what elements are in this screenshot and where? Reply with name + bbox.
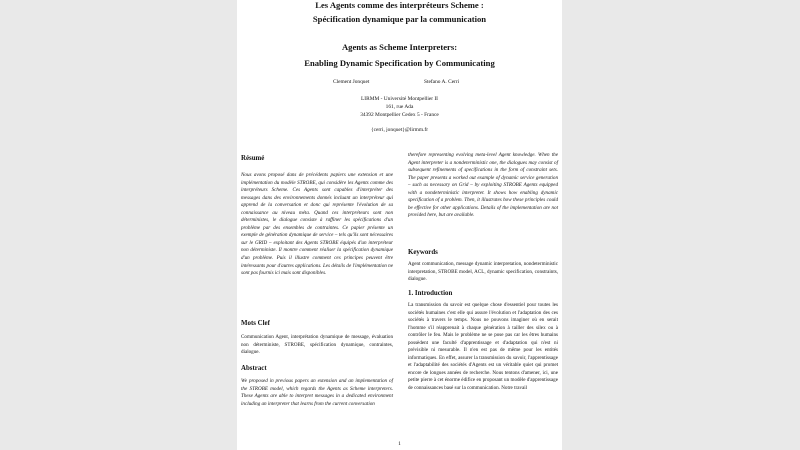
mots-clef-text: Communication Agent, interprétation dynamique de message, évaluation non déterministe, STROBE, spécification dynamique, contraintes, dialogue. xyxy=(241,334,393,356)
author-email: {cerri, jonquet}@lirmm.fr xyxy=(371,127,428,133)
paper-page xyxy=(237,0,562,450)
abstract-text-left: We proposed in previous papers an extension and an implementation of the STROBE model, which regards the Agents as Scheme interpreters. These Agents are able to interpret messages in a dedicated environment including an interpreter that learns from the current conversation xyxy=(241,378,393,407)
resume-heading: Résumé xyxy=(241,155,265,162)
introduction-text: La transmission du savoir est quelque chose d'essentiel pour toutes les sociétés humaines c'est elle qui assure l'évolution et l'adaptation des ces sociétés à travers le temps. Nous ne pouvons imaginer où en serait l'homme s'il réapprenait à chaque génération à tailler des silex ou à contrôler le feu. Mais le problème ne se pose pas car les êtres humains possèdent une faculté d'apprentissage et d'adaptation qui n'est ni prévisible ni mesurable. Il n'en est pas de même pour les entités informatiques. En effet, assurer la transmission du savoir, l'apprentissage et l'adaptabilité des sociétés d'Agents est un véritable quiet qui promet encore de longues années de recherche. Nous tentons d'amener, ici, une petite pierre à cet énorme édifice en proposant un modèle d'apprentissage de connaissances basé sur la communication. Notre travail xyxy=(408,302,558,392)
english-title-line-1: Agents as Scheme Interpreters: xyxy=(341,42,458,52)
introduction-heading: 1. Introduction xyxy=(408,290,453,297)
french-title-line-1: Les Agents comme des interpréteurs Scheme : xyxy=(315,0,484,10)
french-title-line-2: Spécification dynamique par la communication xyxy=(312,14,487,24)
affiliation-line-3: 34392 Montpellier Cedex 5 - France xyxy=(360,112,439,118)
abstract-heading: Abstract xyxy=(241,365,267,372)
keywords-heading: Keywords xyxy=(408,249,438,256)
mots-clef-heading: Mots Clef xyxy=(241,320,270,327)
page-number: 1 xyxy=(398,441,401,447)
keywords-text: Agent communication, message dynamic interpretation, nondeterministic interpretation, STROBE model, ACL, dynamic specification, constraints, dialogue. xyxy=(408,261,558,283)
author-2: Stefano A. Cerri xyxy=(424,79,460,85)
affiliation-line-1: LIRMM - Université Montpellier II xyxy=(361,96,438,102)
affiliation-line-2: 161, rue Ada xyxy=(385,104,414,110)
abstract-text-right: therefore representing evolving meta-level Agent knowledge. When the Agent interpreter is a nondeterministic one, the dialogues may consist of subsequent refinements of specifications in the form of constraint sets. The paper presents a worked out example of dynamic service generation – such as necessary on Grid – by exploiting STROBE Agents equipped with a nondeterministic interpreter. It shows how enabling dynamic specification of a problem. Then, it illustrates how these principles could be effective for other applications. Details of the implementation are not provided here, but are available. xyxy=(408,152,558,219)
english-title-line-2: Enabling Dynamic Specification by Communicating xyxy=(304,58,495,68)
resume-text: Nous avons proposé dans de précédents papiers une extension et une implémentation du modèle STROBE, qui considère les Agents comme des interpréteurs Scheme. Ces Agents sont capables d'interpréter des messages dans des environnements donnés incluant un interpréteur qui apprend de la conversation et donc qui représente l'évolution de sa connaissance au niveau méta. Quand ces interpréteurs sont non déterministes, le dialogue consiste à raffiner les spécifications d'un problème par des ensembles de contraintes. Ce papier présente un exemple de génération dynamique de service – tels qu'ils sont nécessaires sur le GRID – exploitant des Agents STROBE équipés d'un interpréteur non déterministe. Il montre comment réaliser la spécification dynamique d'un problème. Puis il illustre comment ces principes peuvent être intéressants pour d'autres applications. Les détails de l'implémentation ne sont pas fournis ici mais sont disponibles. xyxy=(241,172,393,277)
author-1: Clement Jonquet xyxy=(333,79,370,85)
